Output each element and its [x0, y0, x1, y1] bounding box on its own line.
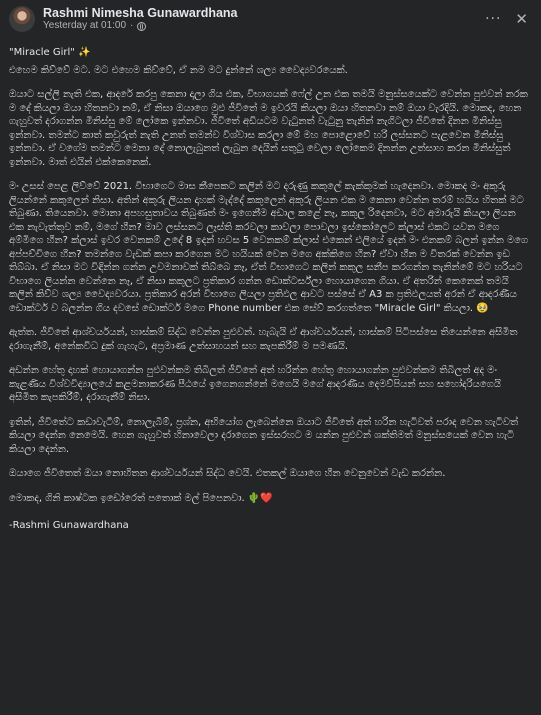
- post-paragraph: මොකද, ගිනි කාෂ්ටක ඉඩෝරෙත් පතොක් මල් පිපෙනවා. 🌵❤️: [9, 492, 273, 504]
- post-paragraph: ඉතින්, ජීවිතේට කඩාවැටීම්, නොලැබීම්, ප්‍රශ්න, අභියෝග ලැබෙන්නෙ ඔයාට ජීවිතේ අත් හරින හැටිවත් පරාද වෙන හැටිවත් කියලා දෙන්න නෙමෙයි. හෙන ගැහුවත් හිනාවෙලා දරාගෙන ඉස්සරහට ම යන්න පුළුවන් ශක්තිමත් මනුස්සයෙක් වෙන හැටි කියලා දෙන්න.: [9, 416, 519, 455]
- author-name[interactable]: Rashmi Nimesha Gunawardhana: [43, 6, 238, 20]
- author-avatar[interactable]: [9, 6, 35, 32]
- post-paragraph: ඇත්ත. ජීවිතේ ආශ්චර්යයන්, හාස්කම් සිද්ධ වෙන්න පුළුවන්. හැබැයි ඒ ආශ්චර්යයන්, හාස්කම් පිටිපස්සෙ තියෙන්නෙ අසීමිත දරාගැනීම්, අනේකවිධ දුක් ගැහැට, අප්‍රමාණ උත්සාහයන් සහ කැපකිරීම් ම පමණයි.: [9, 327, 518, 352]
- post-body: [9, 46, 532, 533]
- post-meta: [43, 20, 238, 32]
- post-header: [9, 4, 532, 34]
- author-info: [43, 6, 238, 32]
- post-paragraph: ඔයාගෙ ජීවිතෙත් ඔයා නොහිතන ආශ්චර්යයන් සිද්ධ වෙයි. එතකල් ඔයාගෙ හීන වෙනුවෙන් වැඩ කරන්න.: [9, 468, 446, 479]
- post-paragraph: මං උසස් පෙළ ලිව්වේ 2021. විභාගෙට මාස කීපෙකට කලින් මට දරුණු කකුලේ කැක්කුමක් හැදෙනවා. මොකද මං අකුරු ලියන්නේ කකුලෙන් නිසා. අතින් අකුරු ලියන දාහක් මැද්දේ කකුලෙන් අකුරු ලියන එක ම කෙනා වෙන්න තරම් හයිය හිතක් මට තිබුණා. තියෙනවා. මොනා අපහසුතාවය තිබුණත් මං ඉගෙනීම අඩාල කළේ නෑ, කකුල රිදෙනවා, මට අමාරුයි කියලා ලියන එක නැවැත්තුව නම්, මගේ හීන? මාව ලස්සනට ලෑස්ති කරවලා කාවලා පොවලා ඉස්කෝලෙට ක්ලාස් එකට යවන මගෙ අම්මිගෙ හීන? ක්ලාස් ඉවර වෙනකම් උදේ 8 ඉදන් හවස 5 වෙනකම් ක්ලාස් එකෙන් එලියේ ඉදන් මං එනකම් බලන් ඉන්න මගෙ අප්පච්චිගෙ හීන? තමන්ගෙ වැඩක් කපා කරගෙන මට හයියක් වෙන මගෙ අක්කිගෙ හීන? ඒවා හීන ම විතරක් වෙන්න ඉඩ තිබ්බා. ඒ නිසා මට විඳින්න ගන්න උවමනාවක් තිබ්බෙ නෑ, ඒත් විභාගෙට කලින් කකුල සනීප කරගන්න තැනින්මේ මට හරියට විභාගෙ ලියන්න වෙන්නෙ නෑ, ඒ නිසා කකුලට ප්‍රතිකාර ගන්න ඩොක්ටර්ස්ලා හොයාගෙන ගියා. ඒ අතරින් කෙනෙක් තමයි කලින් කිව්ව ශල්‍ය වෛද්‍යවරයා. ප්‍රතිකාර අරන් විභාගෙ ලියලා ප්‍රතිඵල ආවට පස්සේ ඒ A3 ක ප්‍රතිඵලයත් අරන් ඒ ආදරණීය ඩොක්ටර් ව බලන්න ගිය දවසේ ඩොක්ටර් මගෙ Phone number එක සේව් කරගත්තෙ "Miracle Girl" කියලා. 🥹: [9, 181, 529, 314]
- post-title: "Miracle Girl" ✨: [9, 47, 91, 58]
- globe-icon: [137, 22, 146, 31]
- post-paragraph: අඩන්න හේතු දාහක් හොයාගන්න පුළුවන්කම තිබිලත් ජීවිතේ අත් හරින්න හේතු හොයාගන්න පුළුවන්කම තිබිලත් අද මං කැළණිය විශ්වවිද්‍යාලයේ කළමනාකරණ පීඨයේ ඉගෙනගන්නේ මගෙයි මගේ ආදරණීය දෙමව්පියන් සහ සහෝදරියගෙයි අසීමිත කැපකිරීම්, දරාගැනීම් නිසා.: [9, 365, 501, 403]
- meta-separator: ·: [130, 20, 134, 31]
- post-paragraph: ඔයාට සල්ලි නැති එක, ආදරේ කරපු කෙනා දාලා ගිය එක, විභාගයක් ෆේල් උන එක තමයි මනුස්සයෙක්ට වෙන්න පුළුවන් නරක ම දේ කියලා ඔයා හිතනවා නම්, ඒ නිසා ඔයාගෙ මුළු ජීවිතේ ම ඉවරයි කියලා ඔයා හිතනවා නම් ඔයා වැරදියි. මොකද, හෙන ගැහුවත් දරාගන්න මිනිස්සු මේ ලෝකෙ ඉන්නවා. ජීවිතේ අඩියටම වැටුනත් වැටුනු තැනින් නැගිටලා ජීවිතේ දිනන මිනිස්සු ඉන්නවා. තමන්ට කාත් කවුරුත් නැති උනත් තමන්ව විශ්වාස කරලා මේ මහ පොළොවේ හරි ලස්සනට පැළවෙන මිනිස්සු ඉන්නවා. ඒ වගේම තමන්ට මෙනා දේ නොලැබුනත් ලැබුන දෙයින් සතුටු වෙලා ලෝකෙම දිනන්න උත්සාහ කරන මිනිස්සුත් ඉන්නවා. මාත් එයින් එක්කෙනෙක්.: [9, 89, 528, 168]
- post-signature: -Rashmi Gunawardhana: [9, 520, 129, 531]
- post-paragraph: එහෙම කිව්වේ මට. මට එහෙම කිව්වේ, ඒ නම මට දුන්නේ ශල්‍ය වෛද්‍යවරයෙක්.: [9, 64, 348, 76]
- close-icon[interactable]: ✕: [515, 10, 528, 28]
- post-timestamp[interactable]: Yesterday at 01:00: [43, 20, 127, 31]
- more-options-icon[interactable]: ···: [485, 11, 502, 27]
- post-actions: [485, 10, 532, 28]
